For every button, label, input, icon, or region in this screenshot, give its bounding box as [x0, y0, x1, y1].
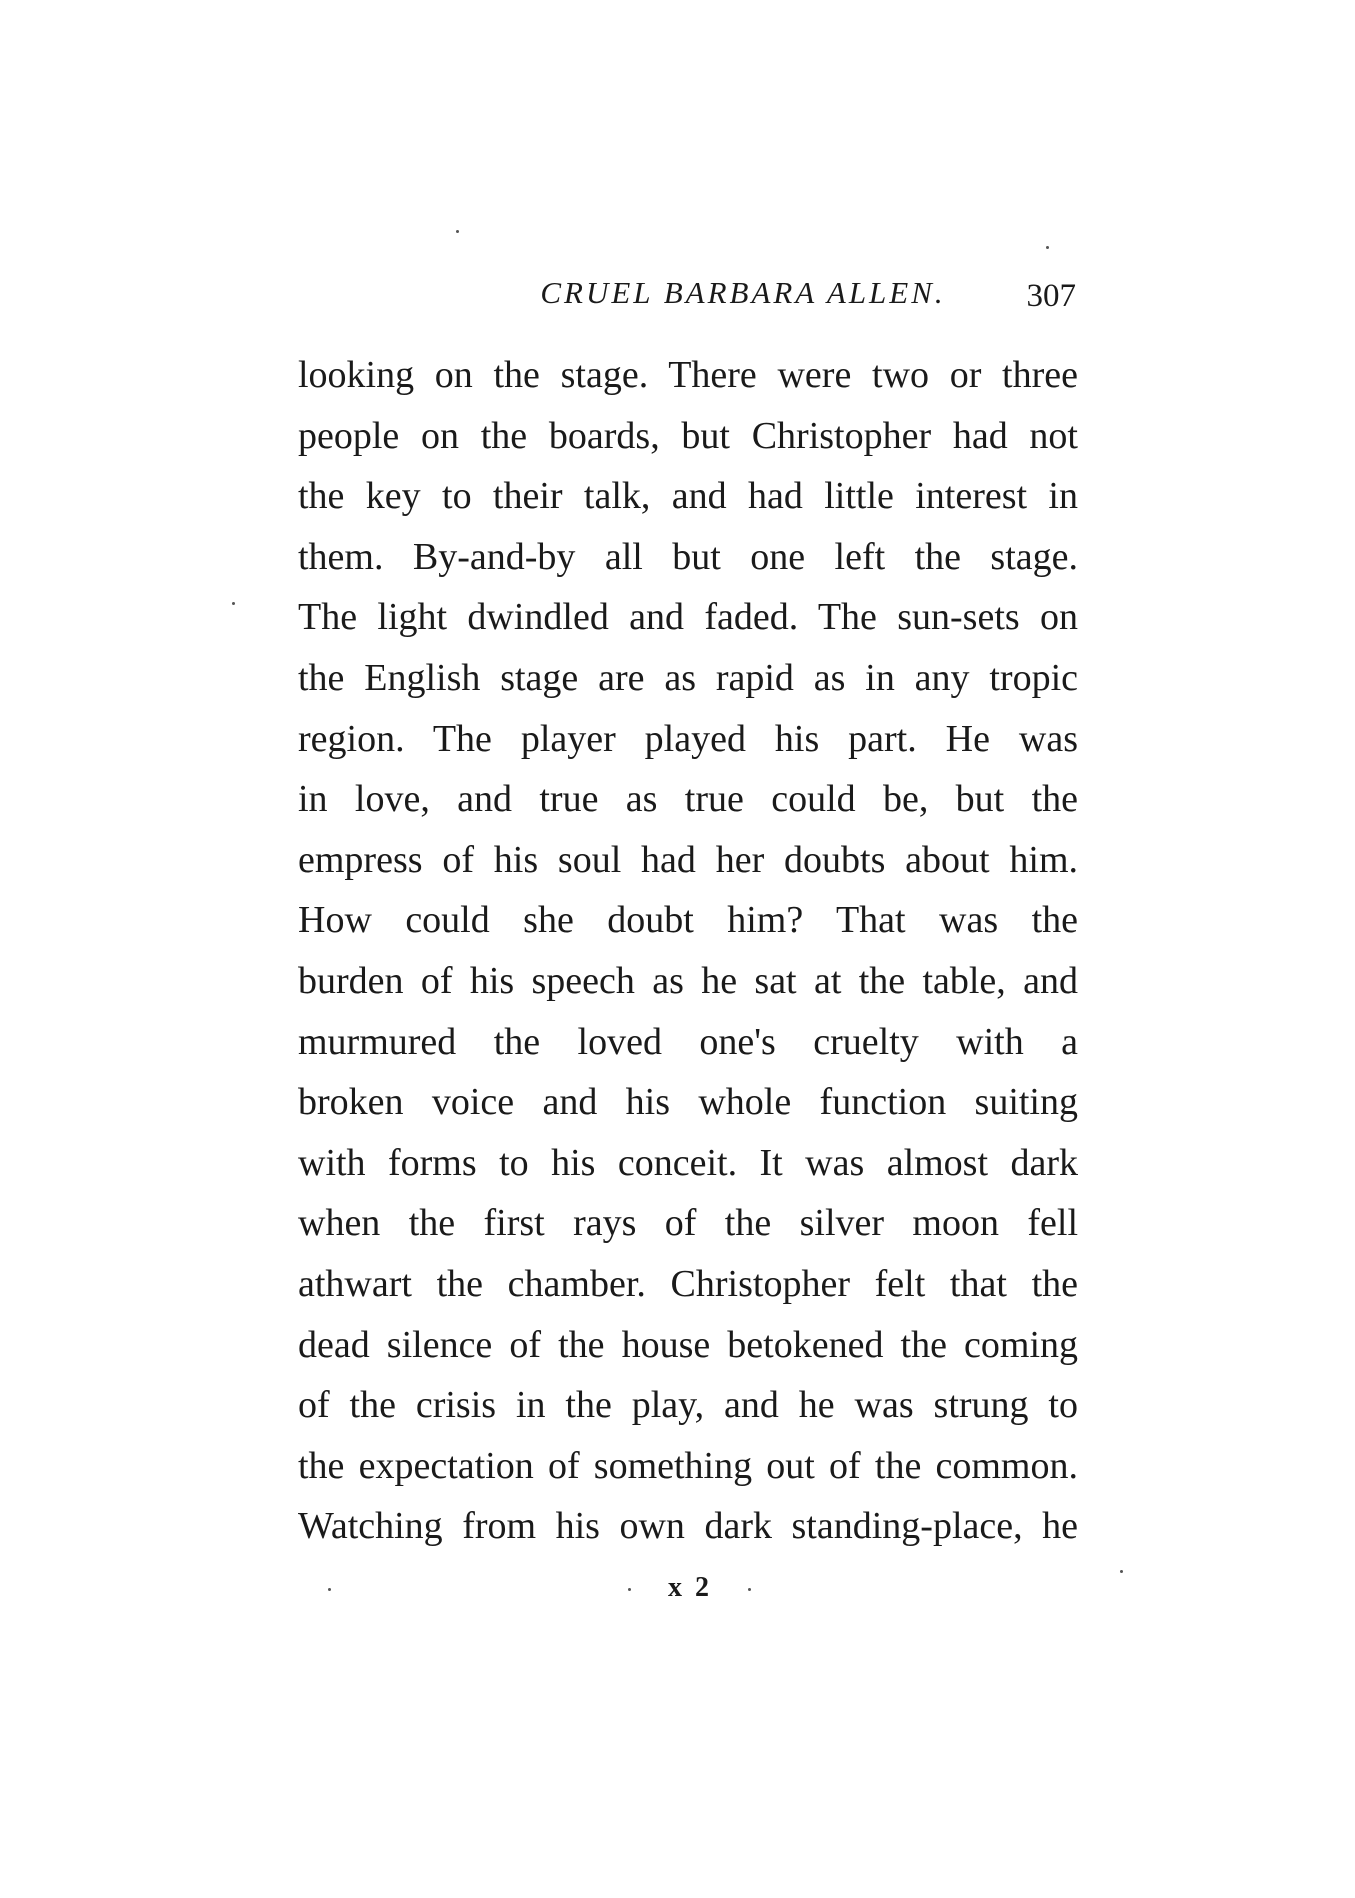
page-number: 307 [1026, 278, 1076, 314]
text-line: region. The player played his part. He was [298, 717, 1078, 760]
scan-speck [748, 1588, 751, 1591]
text-line: athwart the chamber. Christopher felt that the [298, 1262, 1078, 1305]
text-line: murmured the loved one's cruelty with a [298, 1020, 1078, 1063]
scan-speck [328, 1588, 331, 1591]
body-text [298, 345, 1078, 1557]
signature-mark: x 2 [668, 1572, 712, 1603]
text-line: The light dwindled and faded. The sun-sets on [298, 596, 1078, 639]
text-line: Watching from his own dark standing-place, he [298, 1505, 1078, 1548]
text-line: the key to their talk, and had little interest in [298, 475, 1078, 518]
text-line: people on the boards, but Christopher had not [298, 414, 1078, 457]
text-line: looking on the stage. There were two or three [298, 354, 1078, 396]
text-line: when the first rays of the silver moon fell [298, 1202, 1078, 1245]
scan-speck [232, 602, 235, 605]
text-line: in love, and true as true could be, but the [298, 778, 1078, 821]
text-line: with forms to his conceit. It was almost dark [298, 1141, 1078, 1184]
text-line: How could she doubt him? That was the [298, 899, 1078, 942]
text-line: dead silence of the house betokened the coming [298, 1323, 1078, 1366]
text-line: burden of his speech as he sat at the table, and [298, 959, 1078, 1002]
text-line: of the crisis in the play, and he was strung to [298, 1384, 1078, 1427]
scan-speck [1120, 1570, 1123, 1573]
text-line: them. By-and-by all but one left the stage. [298, 535, 1078, 578]
scan-speck [456, 230, 459, 233]
running-head [298, 275, 1088, 325]
text-line: the English stage are as rapid as in any tropic [298, 656, 1078, 699]
scan-speck [628, 1588, 631, 1591]
scan-speck [1046, 246, 1049, 249]
text-line: the expectation of something out of the common. [298, 1444, 1078, 1487]
text-line: broken voice and his whole function suiting [298, 1081, 1078, 1124]
text-line: empress of his soul had her doubts about him. [298, 838, 1078, 881]
running-title: CRUEL BARBARA ALLEN. [540, 275, 946, 310]
